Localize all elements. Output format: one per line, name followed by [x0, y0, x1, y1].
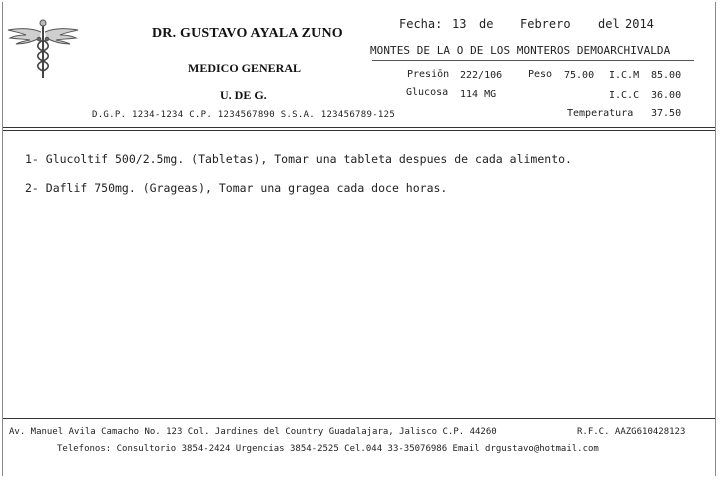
header-divider-second [3, 130, 715, 131]
date-de: de [479, 17, 494, 31]
date-label: Fecha: [399, 17, 443, 31]
peso-label: Peso [528, 69, 553, 80]
rfc-number: R.F.C. AAZG610428123 [577, 427, 686, 437]
temperatura-value: 37.50 [651, 108, 682, 119]
glucosa-label: Glucosa [406, 87, 449, 98]
caduceus-icon [6, 16, 80, 80]
registration-numbers: D.G.P. 1234-1234 C.P. 1234567890 S.S.A. 123456789-125 [92, 110, 396, 120]
prescription-item: 1- Glucoltif 500/2.5mg. (Tabletas), Tomar una tableta despues de cada alimento. [25, 152, 572, 166]
patient-name: MONTES DE LA O DE LOS MONTEROS DEMOARCHIVALDA [370, 44, 671, 57]
peso-value: 75.00 [564, 70, 595, 81]
header-divider [3, 127, 715, 128]
icm-label: I.C.M [609, 70, 640, 81]
footer-divider [3, 418, 715, 419]
contact-phones: Telefonos: Consultorio 3854-2424 Urgencias 3854-2525 Cel.044 33-35076986 Email drgustavo@hotmail.com [57, 444, 599, 454]
university: U. DE G. [220, 88, 267, 102]
date-month: Febrero [520, 17, 571, 31]
icc-value: 36.00 [651, 90, 682, 101]
presion-label: Presiōn [407, 69, 450, 80]
icc-label: I.C.C [609, 90, 640, 101]
temperatura-label: Temperatura [567, 108, 634, 119]
date-day: 13 [452, 17, 467, 31]
date-year: 2014 [625, 17, 654, 31]
clinic-address: Av. Manuel Avila Camacho No. 123 Col. Jardines del Country Guadalajara, Jalisco C.P. 44260 [9, 427, 497, 437]
presion-value: 222/106 [460, 70, 503, 81]
prescription-item: 2- Daflif 750mg. (Grageas), Tomar una gragea cada doce horas. [25, 181, 448, 195]
patient-underline [372, 60, 694, 61]
glucosa-value: 114 MG [460, 89, 497, 100]
date-del: del [598, 17, 620, 31]
doctor-name: DR. GUSTAVO AYALA ZUNO [152, 26, 343, 41]
specialty: MEDICO GENERAL [188, 61, 302, 75]
icm-value: 85.00 [651, 70, 682, 81]
